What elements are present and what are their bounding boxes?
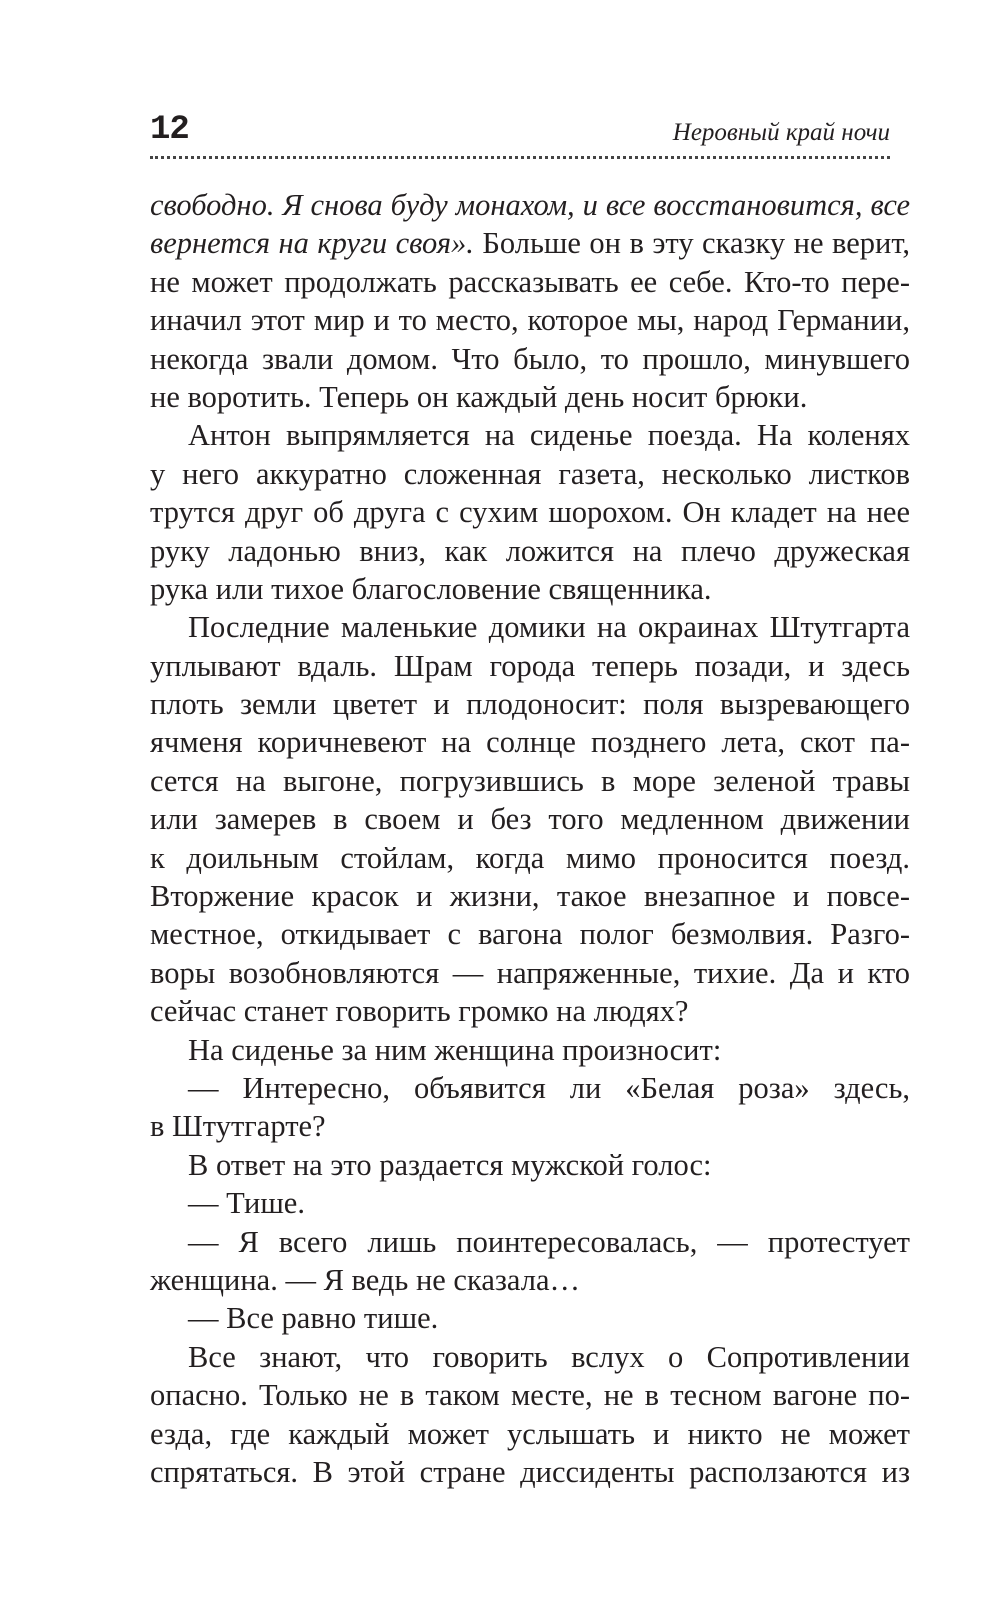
text-segment: иначил этот мир и то место, которое мы, народ Германии, bbox=[150, 303, 910, 338]
text-line bbox=[150, 1261, 910, 1299]
text-line bbox=[150, 608, 910, 646]
text-segment: или замерев в своем и без того медленном движении bbox=[150, 802, 910, 837]
text-line bbox=[150, 1069, 910, 1107]
text-line bbox=[150, 1031, 910, 1069]
text-segment: сется на выгоне, погрузившись в море зеленой травы bbox=[150, 763, 910, 798]
text-segment: — Интересно, объявится ли «Белая роза» здесь, bbox=[188, 1070, 910, 1105]
text-line bbox=[150, 723, 910, 761]
italic-text-segment: свободно. Я снова буду монахом, и все восстановится, все bbox=[150, 188, 910, 222]
text-line bbox=[150, 800, 910, 838]
text-line bbox=[150, 1453, 910, 1491]
text-segment: Последние маленькие домики на окраинах Штутгарта bbox=[188, 610, 910, 645]
text-line bbox=[150, 915, 910, 953]
text-line bbox=[150, 992, 910, 1030]
text-line bbox=[150, 1338, 910, 1376]
text-line bbox=[150, 455, 910, 493]
text-segment: опасно. Только не в таком месте, не в тесном вагоне по- bbox=[150, 1378, 910, 1413]
text-line bbox=[150, 762, 910, 800]
body-text bbox=[150, 186, 910, 1491]
text-segment: Вторжение красок и жизни, такое внезапное и повсе- bbox=[150, 879, 910, 914]
text-line bbox=[150, 1223, 910, 1261]
text-segment: ячменя коричневеют на солнце позднего лета, скот па- bbox=[150, 725, 910, 760]
text-line bbox=[150, 877, 910, 915]
page-header bbox=[150, 108, 890, 168]
text-segment: Все знают, что говорить вслух о Сопротивлении bbox=[188, 1339, 910, 1374]
text-line bbox=[150, 954, 910, 992]
text-segment: спрятаться. В этой стране диссиденты расползаются из bbox=[150, 1454, 910, 1489]
italic-text-segment: вернется на круги своя». bbox=[150, 226, 474, 261]
text-line bbox=[150, 1376, 910, 1414]
text-line bbox=[150, 1299, 910, 1337]
text-segment: некогда звали домом. Что было, то прошло, минувшего bbox=[150, 341, 910, 376]
dotted-header-rule bbox=[150, 156, 890, 159]
text-segment: не может продолжать рассказывать ее себе. Кто-то пере- bbox=[150, 264, 910, 299]
text-segment: На сиденье за ним женщина произносит: bbox=[188, 1032, 722, 1067]
text-line bbox=[150, 570, 910, 608]
text-segment: сейчас станет говорить громко на людях? bbox=[150, 994, 689, 1029]
text-segment: Больше он в эту сказку не верит, bbox=[473, 226, 910, 261]
text-line bbox=[150, 1107, 910, 1145]
text-segment: к доильным стойлам, когда мимо проносится поезд. bbox=[150, 840, 910, 875]
text-segment: — Все равно тише. bbox=[188, 1301, 439, 1336]
text-line bbox=[150, 839, 910, 877]
text-segment: плоть земли цветет и плодоносит: поля вызревающего bbox=[150, 687, 910, 722]
text-segment: езда, где каждый может услышать и никто не может bbox=[150, 1416, 910, 1451]
text-segment: у него аккуратно сложенная газета, несколько листков bbox=[150, 456, 910, 491]
text-segment: в Штутгарте? bbox=[150, 1109, 326, 1144]
page-number: 12 bbox=[150, 111, 189, 149]
text-line bbox=[150, 224, 910, 262]
running-title: Неровный край ночи bbox=[672, 119, 890, 146]
text-line bbox=[150, 1146, 910, 1184]
text-segment: воры возобновляются — напряженные, тихие. Да и кто bbox=[150, 955, 910, 990]
text-segment: женщина. — Я ведь не сказала… bbox=[150, 1262, 580, 1297]
text-segment: — Я всего лишь поинтересовалась, — протестует bbox=[188, 1224, 910, 1259]
text-line bbox=[150, 493, 910, 531]
text-line bbox=[150, 301, 910, 339]
text-line bbox=[150, 532, 910, 570]
text-line bbox=[150, 1184, 910, 1222]
text-line bbox=[150, 378, 910, 416]
text-segment: руку ладонью вниз, как ложится на плечо дружеская bbox=[150, 533, 910, 568]
text-segment: трутся друг об друга с сухим шорохом. Он кладет на нее bbox=[150, 495, 910, 530]
text-segment: — Тише. bbox=[188, 1186, 305, 1221]
text-line bbox=[150, 416, 910, 454]
text-segment: В ответ на это раздается мужской голос: bbox=[188, 1147, 712, 1182]
text-segment: местное, откидывает с вагона полог безмолвия. Разго- bbox=[150, 917, 910, 952]
text-line bbox=[150, 186, 910, 224]
text-segment: рука или тихое благословение священника. bbox=[150, 571, 712, 606]
text-line bbox=[150, 647, 910, 685]
text-line bbox=[150, 340, 910, 378]
text-segment: уплывают вдаль. Шрам города теперь позади, и здесь bbox=[150, 648, 910, 683]
text-line bbox=[150, 685, 910, 723]
text-segment: Антон выпрямляется на сиденье поезда. На коленях bbox=[188, 418, 910, 453]
text-segment: не воротить. Теперь он каждый день носит брюки. bbox=[150, 379, 808, 414]
text-line bbox=[150, 1415, 910, 1453]
text-line bbox=[150, 263, 910, 301]
